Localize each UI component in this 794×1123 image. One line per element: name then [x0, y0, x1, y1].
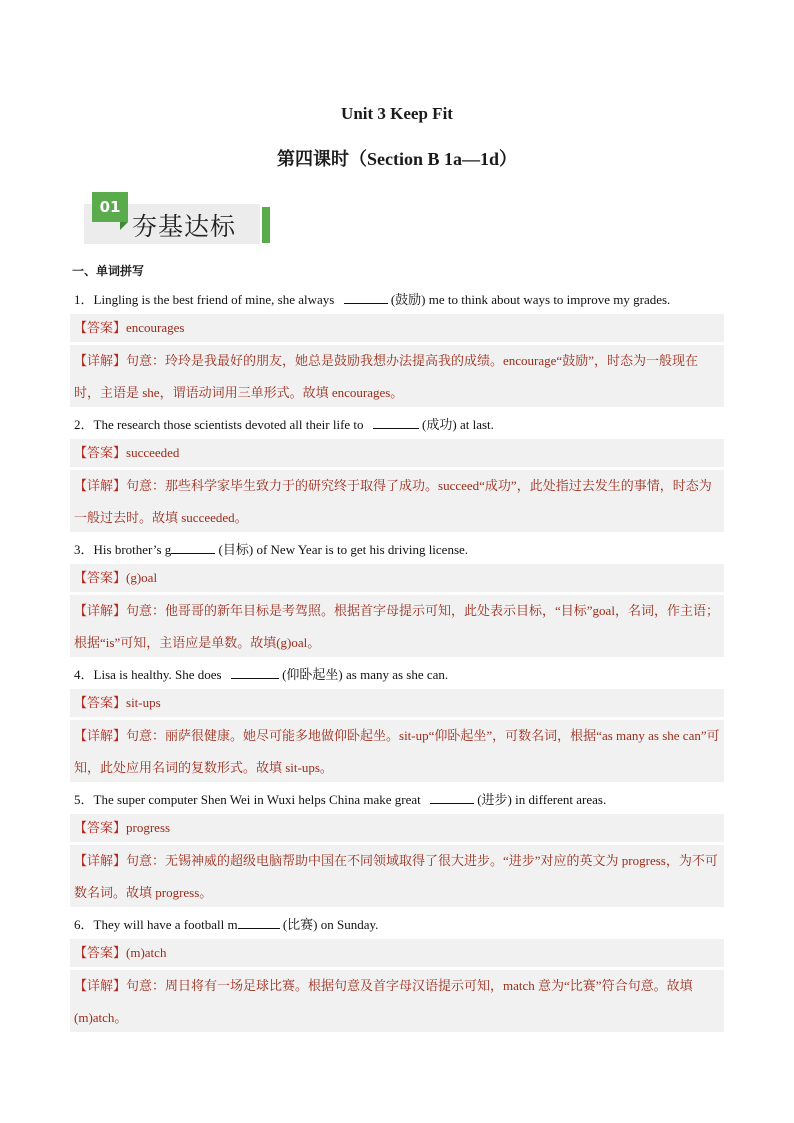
- question-text-after: of New Year is to get his driving license.: [256, 542, 469, 557]
- answer-label: 【答案】: [74, 571, 127, 586]
- detail-text: 句意：周日将有一场足球比赛。根据句意及首字母汉语提示可知，match 意为“比赛”符合句意。故填(m)atch。: [74, 978, 693, 1025]
- answer-value: sit-ups: [126, 695, 161, 710]
- detail-box-5: [70, 845, 724, 907]
- detail-label: 【详解】: [74, 604, 127, 619]
- question-text-before: Lingling is the best friend of mine, she always: [93, 292, 335, 307]
- badge-fold-icon: [120, 222, 128, 230]
- detail-box-2: [70, 470, 724, 532]
- question-hint: (进步): [473, 792, 516, 807]
- detail-box-6: [70, 970, 724, 1032]
- question-hint: (目标): [215, 542, 257, 557]
- question-text-before: They will have a football: [93, 917, 225, 932]
- detail-text: 句意：丽萨很健康。她尽可能多地做仰卧起坐。sit-up“仰卧起坐”，可数名词，根据“as many as she can”可知，此处应用名词的复数形式。故填 sit-ups。: [74, 728, 720, 775]
- question-1: [74, 289, 670, 308]
- answer-blank: [373, 417, 419, 429]
- section-badge: [84, 188, 270, 244]
- answer-box-6: [70, 939, 724, 967]
- answer-box-2: [70, 439, 724, 467]
- answer-blank: [238, 917, 280, 929]
- question-text-before: His brother’s: [93, 542, 162, 557]
- question-3: [74, 539, 468, 558]
- question-text-after: as many as she can.: [346, 667, 449, 682]
- answer-value: (m)atch: [126, 945, 167, 960]
- question-number: 3．: [74, 542, 94, 557]
- question-number: 5．: [74, 792, 94, 807]
- question-2: [74, 414, 494, 433]
- detail-label: 【详解】: [74, 854, 127, 869]
- detail-label: 【详解】: [74, 729, 127, 744]
- answer-value: encourages: [126, 320, 185, 335]
- question-hint: (比赛): [279, 917, 321, 932]
- answer-blank: [171, 542, 215, 554]
- detail-text: 句意：他哥哥的新年目标是考驾照。根据首字母提示可知，此处表示目标，“目标”goal，名词，作主语；根据“is”可知，主语应是单数。故填(g)oal。: [74, 603, 719, 650]
- first-letter-hint: g: [164, 542, 172, 557]
- answer-box-5: [70, 814, 724, 842]
- detail-text: 句意：无锡神威的超级电脑帮助中国在不同领域取得了很大进步。“进步”对应的英文为 progress，为不可数名词。故填 progress。: [74, 853, 718, 900]
- badge-number: 01: [92, 192, 128, 222]
- detail-box-3: [70, 595, 724, 657]
- question-number: 6．: [74, 917, 94, 932]
- detail-text: 句意：那些科学家毕生致力于的研究终于取得了成功。succeed“成功”，此处指过去发生的事情，时态为一般过去时。故填 succeeded。: [74, 478, 712, 525]
- answer-label: 【答案】: [74, 696, 127, 711]
- question-5: [74, 789, 606, 808]
- detail-label: 【详解】: [74, 354, 127, 369]
- question-text-before: The research those scientists devoted all their life to: [93, 417, 364, 432]
- question-hint: (鼓励): [387, 292, 429, 307]
- badge-label: 夯基达标: [132, 212, 237, 241]
- question-text-before: Lisa is healthy. She does: [93, 667, 222, 682]
- question-6: [74, 914, 378, 933]
- question-text-after: in different areas.: [515, 792, 607, 807]
- answer-box-1: [70, 314, 724, 342]
- answer-box-3: [70, 564, 724, 592]
- question-text-before: The super computer Shen Wei in Wuxi helps China make great: [93, 792, 421, 807]
- answer-label: 【答案】: [74, 446, 127, 461]
- answer-label: 【答案】: [74, 821, 127, 836]
- question-text-after: me to think about ways to improve my grades.: [428, 292, 671, 307]
- lesson-subtitle: 第四课时（Section B 1a—1d）: [276, 149, 517, 169]
- answer-value: progress: [126, 820, 171, 835]
- question-number: 4．: [74, 667, 94, 682]
- answer-blank: [430, 792, 474, 804]
- first-letter-hint: m: [227, 917, 238, 932]
- detail-box-1: [70, 345, 724, 407]
- answer-blank: [344, 292, 388, 304]
- badge-accent-bar: [262, 207, 270, 243]
- question-hint: (仰卧起坐): [278, 667, 346, 682]
- question-number: 2．: [74, 417, 94, 432]
- question-number: 1．: [74, 292, 94, 307]
- question-text-after: on Sunday.: [320, 917, 379, 932]
- answer-blank: [231, 667, 279, 679]
- detail-text: 句意：玲玲是我最好的朋友，她总是鼓励我想办法提高我的成绩。encourage“鼓励”，时态为一般现在时，主语是 she，谓语动词用三单形式。故填 encourages。: [74, 353, 698, 400]
- answer-box-4: [70, 689, 724, 717]
- answer-label: 【答案】: [74, 946, 127, 961]
- question-4: [74, 664, 448, 683]
- section-heading: 一、单词拼写: [72, 264, 145, 278]
- detail-label: 【详解】: [74, 979, 127, 994]
- answer-value: (g)oal: [126, 570, 158, 585]
- answer-value: succeeded: [126, 445, 180, 460]
- page-title: Unit 3 Keep Fit: [341, 104, 453, 123]
- question-text-after: at last.: [459, 417, 494, 432]
- answer-label: 【答案】: [74, 321, 127, 336]
- detail-box-4: [70, 720, 724, 782]
- question-hint: (成功): [418, 417, 460, 432]
- detail-label: 【详解】: [74, 479, 127, 494]
